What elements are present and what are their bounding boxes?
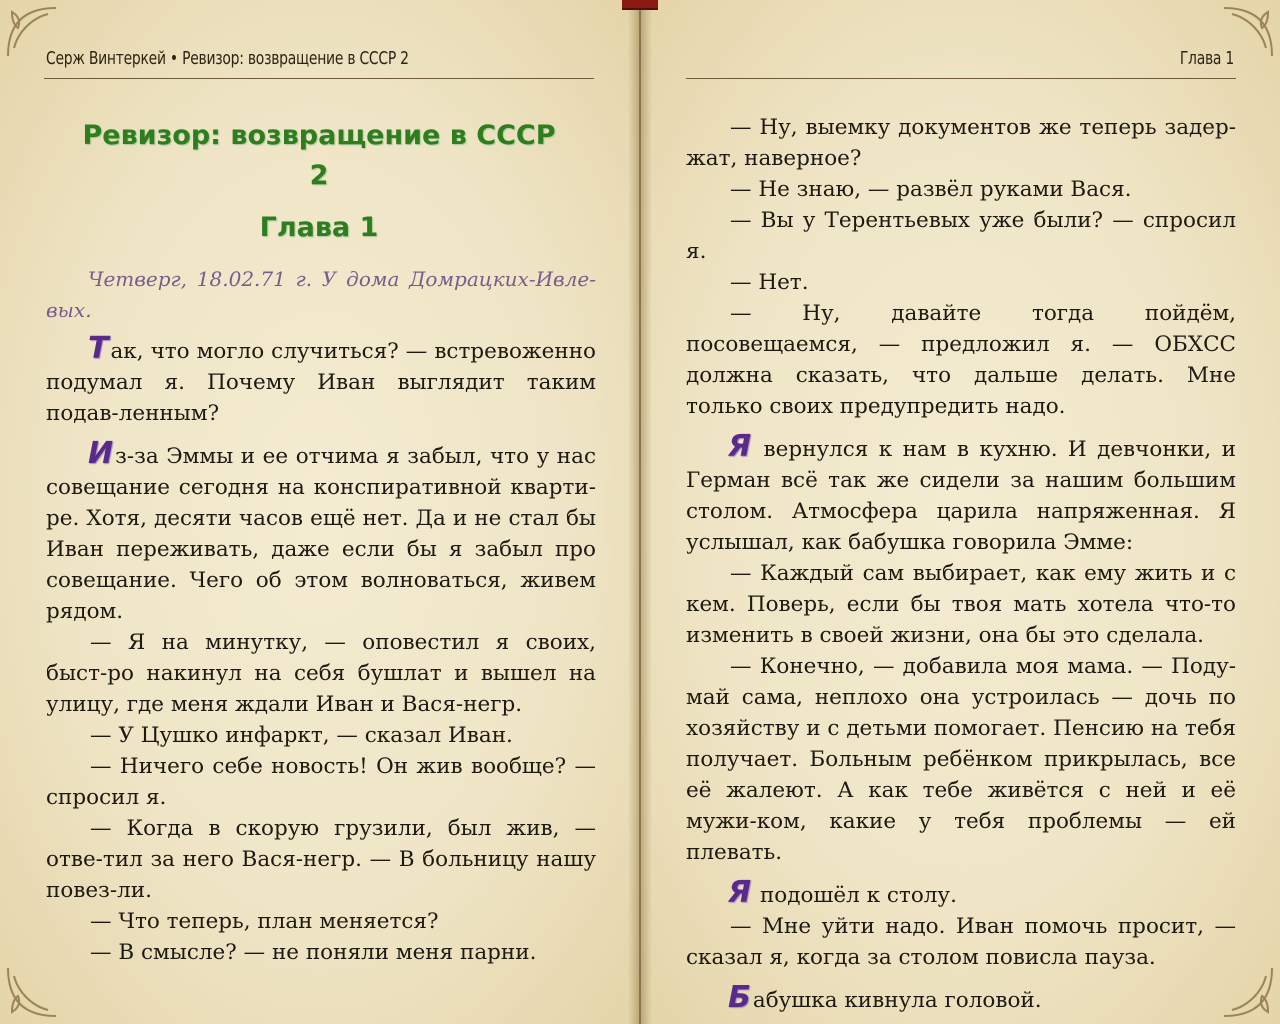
paragraph [46,436,596,627]
paragraph: — В смысле? — не поняли меня парни. [90,940,537,965]
header-divider [44,78,594,79]
chapter-subtitle [46,264,596,326]
paragraph: — Вы у Терентьевых уже были? — спросил я. [686,208,1236,264]
left-page-text [46,331,596,968]
subtitle-text: Четверг, 18.02.71 г. У дома Домрацких-Ивле-вых. [46,267,596,322]
paragraph [686,875,1236,911]
right-page-text [686,112,1236,1016]
paragraph: — У Цушко инфаркт, — сказал Иван. [90,723,513,748]
paragraph: — Ну, выемку документов же теперь задер-жат, наверное? [686,115,1236,171]
paragraph: — Нет. [730,270,809,295]
page-header-left [46,48,409,69]
paragraph-text: з-за Эммы и ее отчима я забыл, что у нас совещание сегодня на конспиративной кварти-ре. Хотя, десяти часов ещё нет. Да и не стал бы Иван переживать, даже если бы я забыл про совещание. Чего об этом волноваться, живем рядом. [46,444,596,624]
drop-cap: Я [728,875,752,910]
paragraph: — Ну, давайте тогда пойдём, посовещаемся, — предложил я. — ОБХСС должна сказать, что дальше делать. Мне только своих предупредить надо. [686,301,1236,419]
paragraph: — Каждый сам выбирает, как ему жить и с кем. Поверь, если бы твоя мать хотела что-то изменить в своей жизни, она бы это сделала. [686,561,1236,648]
page-header-right: Глава 1 [1179,48,1234,69]
ornament-corner-icon [4,964,60,1020]
book-title-line2: 2 [309,160,329,191]
chapter-title: Глава 1 [259,212,379,243]
header-book-title: Ревизор: возвращение в СССР 2 [182,48,409,69]
drop-cap: И [88,436,114,471]
paragraph: — Что теперь, план меняется? [90,909,439,934]
paragraph-text: вернулся к нам в кухню. И девчонки, и Герман всё так же сидели за нашим большим столом. Атмосфера царила напряженная. Я услышал, как бабушка говорила Эмме: [686,437,1236,555]
drop-cap: Б [728,980,751,1015]
bookmark-ribbon[interactable] [622,0,658,10]
paragraph-text: подошёл к столу. [759,883,957,908]
paragraph [46,331,596,429]
paragraph: — Конечно, — добавила моя мама. — Поду-май сама, неплохо она устроилась — дочь по хозяйству и с детьми помогает. Пенсию на тебя получает. Больным ребёнком прикрылась, все её жалеют. А как тебе живётся с ней и её мужи-ком, какие у тебя проблемы — ей плевать. [686,654,1236,865]
paragraph: — Не знаю, — развёл руками Вася. [730,177,1132,202]
paragraph-text: ак, что могло случиться? — встревоженно подумал я. Почему Иван выглядит таким подав-ленным? [46,339,596,426]
paragraph [686,429,1236,558]
header-author: Серж Винтеркей [46,48,166,69]
paragraph: — Мне уйти надо. Иван помочь просит, — сказал я, когда за столом повисла пауза. [686,914,1236,970]
paragraph: — Я на минутку, — оповестил я своих, быст-ро накинул на себя бушлат и вышел на улицу, где меня ждали Иван и Вася-негр. [46,630,596,717]
header-separator: • [169,48,178,69]
paragraph: — Ничего себе новость! Он жив вообще? — спросил я. [46,754,596,810]
drop-cap: Я [728,429,752,464]
paragraph [686,980,1236,1016]
drop-cap: Т [88,331,109,366]
paragraph: — Когда в скорую грузили, был жив, — отве-тил за него Вася-негр. — В больницу нашу повез-ли. [46,816,596,903]
book-title-line1: Ревизор: возвращение в СССР [82,120,556,151]
header-divider [686,78,1236,79]
book-title [44,116,594,196]
paragraph-text: абушка кивнула головой. [752,988,1042,1013]
